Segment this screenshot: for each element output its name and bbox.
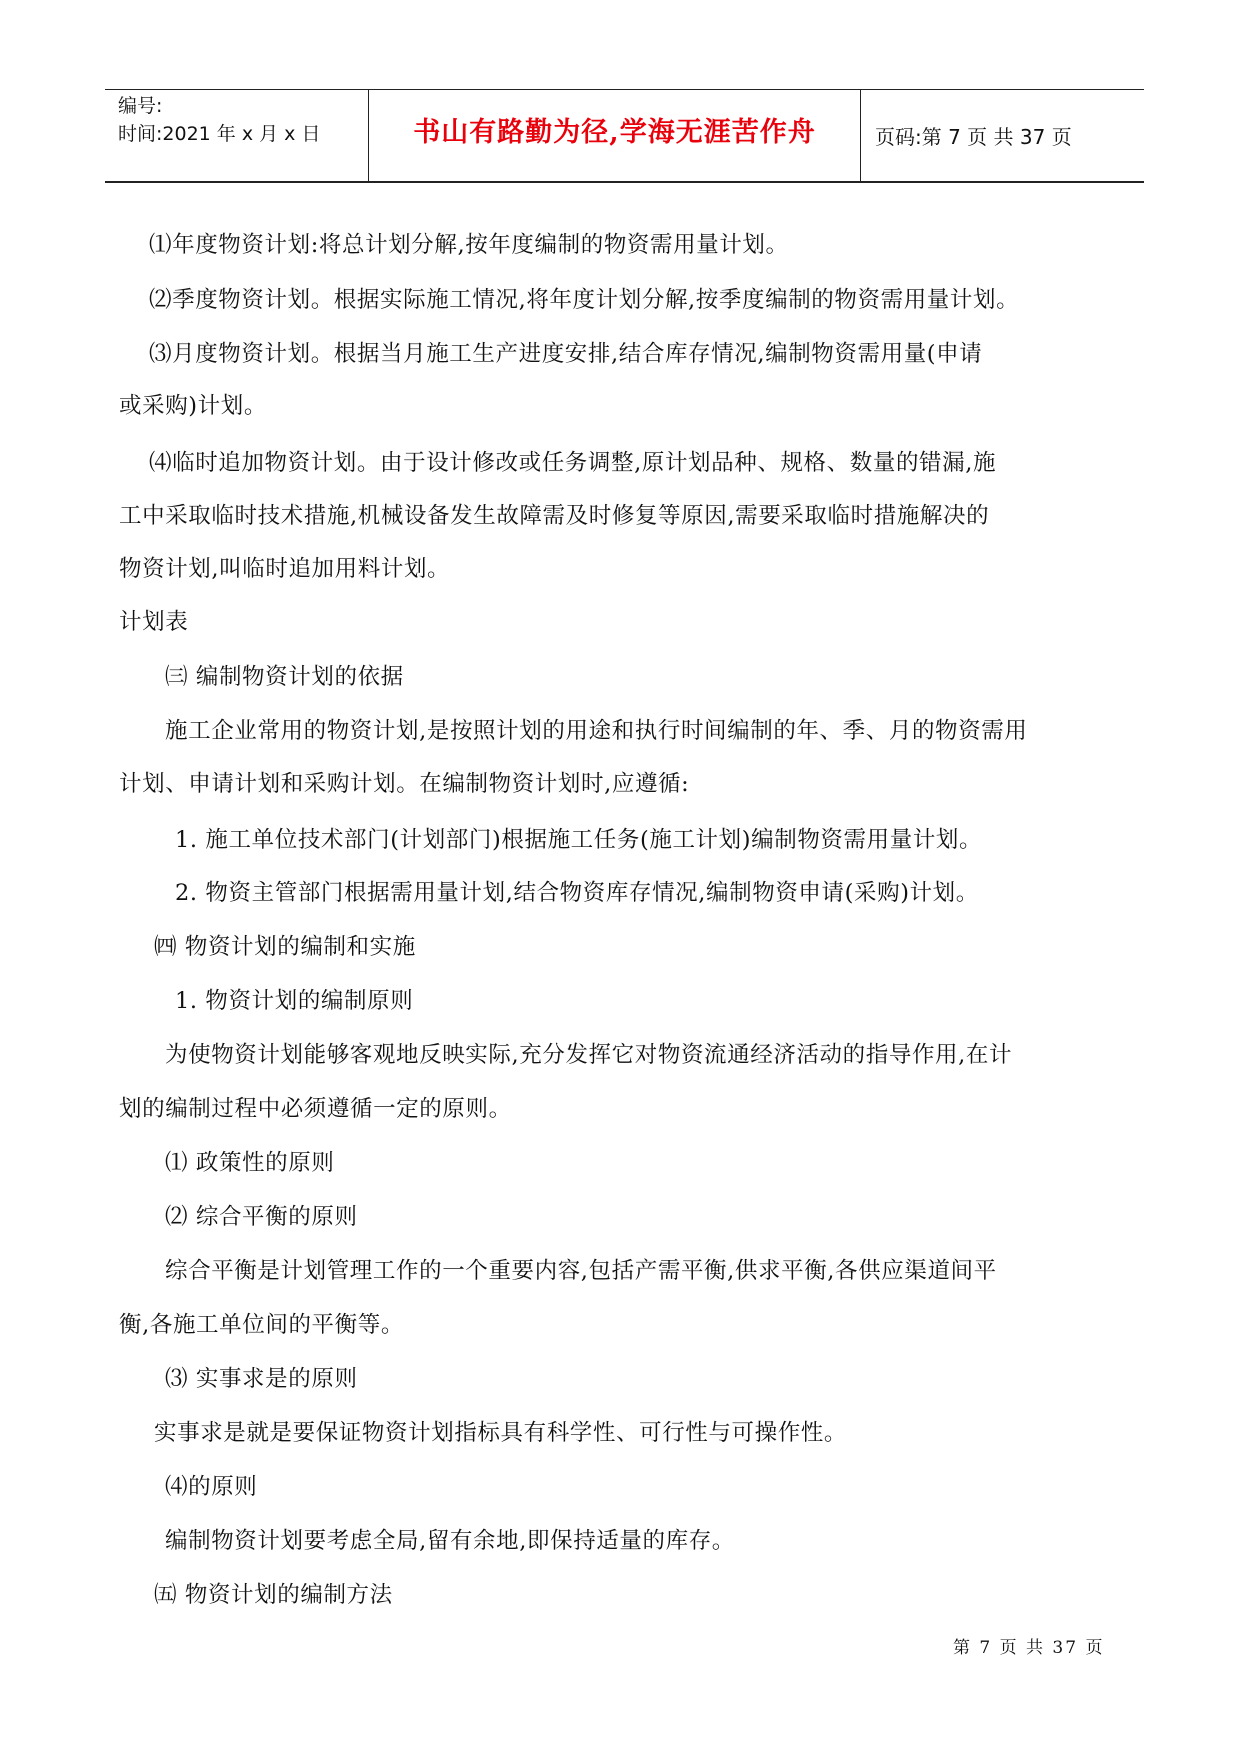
paragraph-line: 衡,各施工单位间的平衡等。	[119, 1312, 404, 1338]
section-heading: ㈤ 物资计划的编制方法	[154, 1582, 393, 1608]
page-footer: 第 7 页 共 37 页	[953, 1638, 1105, 1658]
list-item: 2. 物资主管部门根据需用量计划,结合物资库存情况,编制物资申请(采购)计划。	[175, 880, 979, 906]
subsection-heading: 1. 物资计划的编制原则	[175, 988, 414, 1014]
paragraph-line: 实事求是就是要保证物资计划指标具有科学性、可行性与可操作性。	[154, 1420, 848, 1446]
section-label: 计划表	[119, 609, 189, 635]
header-bottom-rule	[105, 181, 1144, 183]
paragraph-line: ⑶月度物资计划。根据当月施工生产进度安排,结合库存情况,编制物资需用量(申请	[149, 341, 983, 367]
list-item: 1. 施工单位技术部门(计划部门)根据施工任务(施工计划)编制物资需用量计划。	[175, 827, 983, 853]
subsection-heading: ⑴ 政策性的原则	[165, 1150, 335, 1176]
subsection-heading: ⑷的原则	[165, 1474, 258, 1500]
header-top-rule	[105, 89, 1144, 90]
paragraph-line: ⑷临时追加物资计划。由于设计修改或任务调整,原计划品种、规格、数量的错漏,施	[149, 450, 997, 476]
paragraph-line: 综合平衡是计划管理工作的一个重要内容,包括产需平衡,供求平衡,各供应渠道间平	[165, 1258, 997, 1284]
subsection-heading: ⑶ 实事求是的原则	[165, 1366, 358, 1392]
header-meta	[118, 92, 320, 148]
subsection-heading: ⑵ 综合平衡的原则	[165, 1204, 358, 1230]
header-motto: 书山有路勤为径,学海无涯苦作舟	[413, 117, 816, 148]
paragraph-line: 工中采取临时技术措施,机械设备发生故障需及时修复等原因,需要采取临时措施解决的	[119, 503, 990, 529]
section-heading: ㈣ 物资计划的编制和实施	[154, 934, 416, 960]
paragraph-line: 物资计划,叫临时追加用料计划。	[119, 556, 451, 582]
paragraph-line: ⑴年度物资计划:将总计划分解,按年度编制的物资需用量计划。	[149, 232, 789, 258]
header-page-number: 页码:第 7 页 共 37 页	[875, 125, 1072, 149]
header-number: 编号:	[118, 95, 163, 117]
paragraph-line: 划的编制过程中必须遵循一定的原则。	[119, 1096, 512, 1122]
section-heading: ㈢ 编制物资计划的依据	[165, 664, 404, 690]
paragraph-line: 计划、申请计划和采购计划。在编制物资计划时,应遵循:	[119, 771, 690, 797]
header-time: 时间:2021 年 x 月 x 日	[118, 123, 321, 145]
paragraph-line: 编制物资计划要考虑全局,留有余地,即保持适量的库存。	[165, 1528, 735, 1554]
paragraph-line: ⑵季度物资计划。根据实际施工情况,将年度计划分解,按季度编制的物资需用量计划。	[149, 287, 1020, 313]
paragraph-line: 或采购)计划。	[119, 393, 267, 419]
paragraph-line: 施工企业常用的物资计划,是按照计划的用途和执行时间编制的年、季、月的物资需用	[165, 718, 1028, 744]
paragraph-line: 为使物资计划能够客观地反映实际,充分发挥它对物资流通经济活动的指导作用,在计	[165, 1042, 1013, 1068]
header-divider-right	[860, 89, 861, 182]
